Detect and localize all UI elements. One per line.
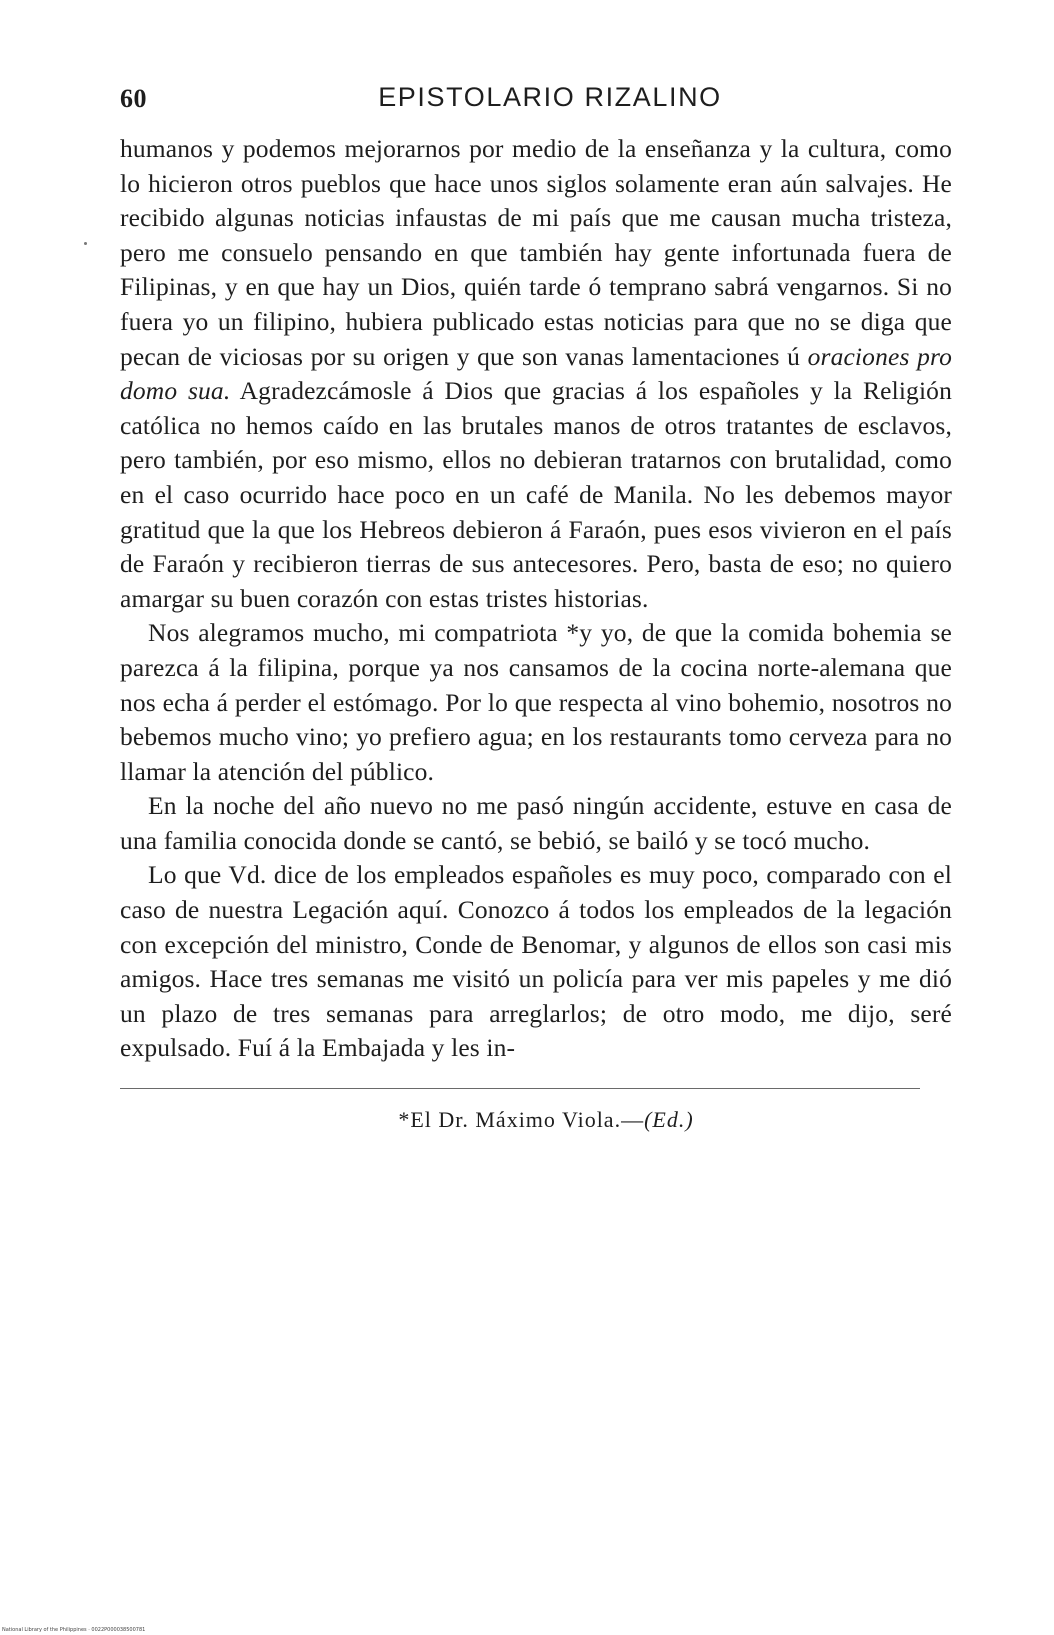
paragraph-1-latin-phrase: oraciones pro domo sua. <box>120 341 952 406</box>
footnote-editor-mark: (Ed.) <box>644 1107 694 1133</box>
paragraph-4: Lo que Vd. dice de los empleados españoles es muy poco, comparado con el caso de nuestra Legación aquí. Conozco á todos los empleados de la legación con excepción del ministro, Conde de Benomar, y algunos de ellos son casi mis amigos. Hace tres semanas me visitó un policía para ver mis papeles y me dió un plazo de tres semanas para arreglarlos; de otro modo, me dijo, seré expulsado. Fuí á la Embajada y les in- <box>120 860 952 1063</box>
paragraph-1-text-a: humanos y podemos mejorarnos por medio de la enseñanza y la cultura, como lo hicieron otros pueblos que hace unos siglos solamente eran aún salvajes. He recibido algunas noticias infaustas de mi país que me causan mucha tristeza, pero me consuelo pensando en que también hay gente infortunada fuera de Filipinas, y en que hay un Dios, quién tarde ó temprano sabrá vengarnos. Si no fuera yo un filipino, hubiera publicado estas noticias para que no se diga que pecan de viciosas por su origen y que son vanas lamentaciones ú <box>120 134 952 371</box>
library-credit: National Library of the Philippines · 0022P000038500781 <box>2 1627 146 1633</box>
body-text <box>120 132 952 1066</box>
paragraph-3: En la noche del año nuevo no me pasó ningún accidente, estuve en casa de una familia conocida donde se cantó, se bebió, se bailó y se tocó mucho. <box>120 791 952 855</box>
book-title: EPISTOLARIO RIZALINO <box>378 82 722 112</box>
footnote-rule <box>120 1088 920 1089</box>
paragraph-1 <box>120 132 952 616</box>
paragraph-1-text-b: Agradezcámosle á Dios que gracias á los españoles y la Religión católica no hemos caído en las brutales manos de otros tratantes de esclavos, pero también, por eso mismo, ellos no debieran tratarnos con brutalidad, como en el caso ocurrido hace poco en un café de Manila. No les debemos mayor gratitud que la que los Hebreos debieron á Faraón, pues esos vivieron en el país de Faraón y recibieron tierras de sus antecesores. Pero, basta de eso; no quiero amargar su buen corazón con estas tristes historias. <box>120 376 952 613</box>
footnote-text: *El Dr. Máximo Viola.— <box>398 1107 645 1133</box>
running-head <box>120 78 952 126</box>
page-number: 60 <box>120 84 147 113</box>
book-page <box>120 78 952 1133</box>
scan-speck <box>84 242 87 245</box>
paragraph-2: Nos alegramos mucho, mi compatriota *y yo, de que la comida bohemia se parezca á la filipina, porque ya nos cansamos de la cocina norte-alemana que nos echa á perder el estómago. Por lo que respecta al vino bohemio, nosotros no bebemos mucho vino; yo prefiero agua; en los restaurants tomo cerveza para no llamar la atención del público. <box>120 618 952 786</box>
footnote <box>120 1107 952 1133</box>
